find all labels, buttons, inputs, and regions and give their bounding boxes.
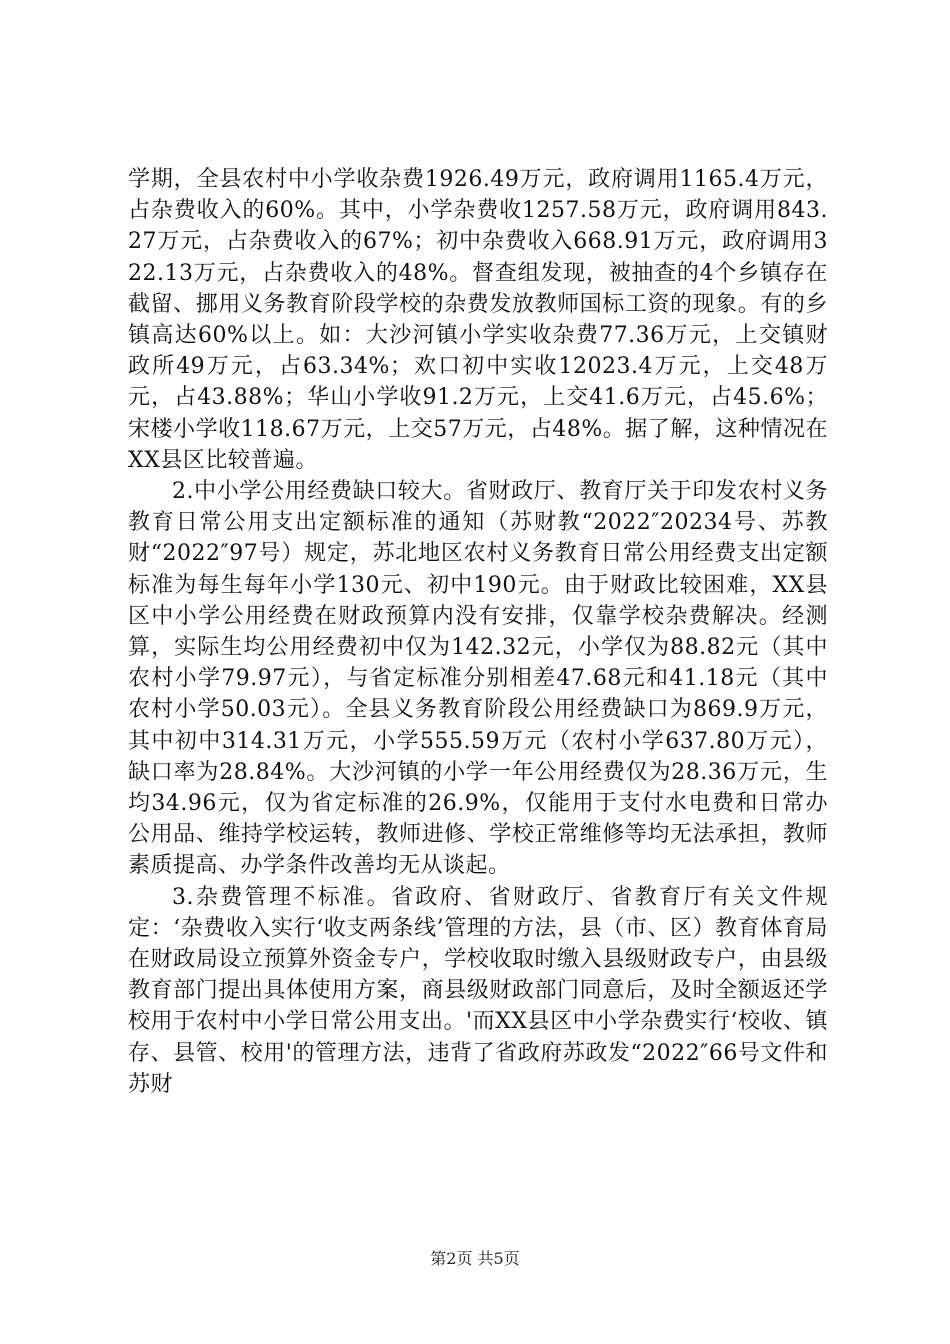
page-number-footer: 第2页 共5页 [430,1249,520,1268]
document-body [128,164,828,1100]
paragraph-fee-management: 3.杂费管理不标准。省政府、省财政厅、省教育厅有关文件规定：‘杂费收入实行‘收支两条线’管理的方法，县（市、区）教育体育局在财政局设立预算外资金专户，学校收取时缴入县级财政专户，由县级教育部门提出具体使用方案，商县级财政部门同意后，及时全额返还学校用于农村中小学日常公用支出。'而XX县区中小学杂费实行‘校收、镇存、县管、校用'的管理方法，违背了省政府苏政发“2022″66号文件和苏财 [128,884,828,1097]
paragraph-fee-appropriation: 学期，全县农村中小学收杂费1926.49万元，政府调用1165.4万元，占杂费收入的60%。其中，小学杂费收1257.58万元，政府调用843.27万元，占杂费收入的67%；初中杂费收入668.91万元，政府调用322.13万元，占杂费收入的48%。督查组发现，被抽查的4个乡镇存在截留、挪用义务教育阶段学校的杂费发放教师国标工资的现象。有的乡镇高达60%以上。如：大沙河镇小学实收杂费77.36万元，上交镇财政所49万元，占63.34%；欢口初中实收12023.4万元，上交48万元，占43.88%；华山小学收91.2万元，上交41.6万元，占45.6%；宋楼小学收118.67万元，上交57万元，占48%。据了解，这种情况在XX县区比较普遍。 [128,167,828,473]
paragraph-public-funding-gap: 2.中小学公用经费缺口较大。省财政厅、教育厅关于印发农村义务教育日常公用支出定额标准的通知（苏财教“2022″20234号、苏教财“2022″97号）规定，苏北地区农村义务教育日常公用经费支出定额标准为每生每年小学130元、初中190元。由于财政比较困难，XX县区中小学公用经费在财政预算内没有安排，仅靠学校杂费解决。经测算，实际生均公用经费初中仅为142.32元，小学仅为88.82元（其中农村小学79.97元），与省定标准分别相差47.68元和41.18元（其中农村小学50.03元）。全县义务教育阶段公用经费缺口为869.9万元，其中初中314.31万元，小学555.59万元（农村小学637.80万元），缺口率为28.84%。大沙河镇的小学一年公用经费仅为28.36万元，生均34.96元，仅为省定标准的26.9%，仅能用于支付水电费和日常办公用品、维持学校运转，教师进修、学校正常维修等均无法承担，教师素质提高、办学条件改善均无从谈起。 [128,479,828,879]
